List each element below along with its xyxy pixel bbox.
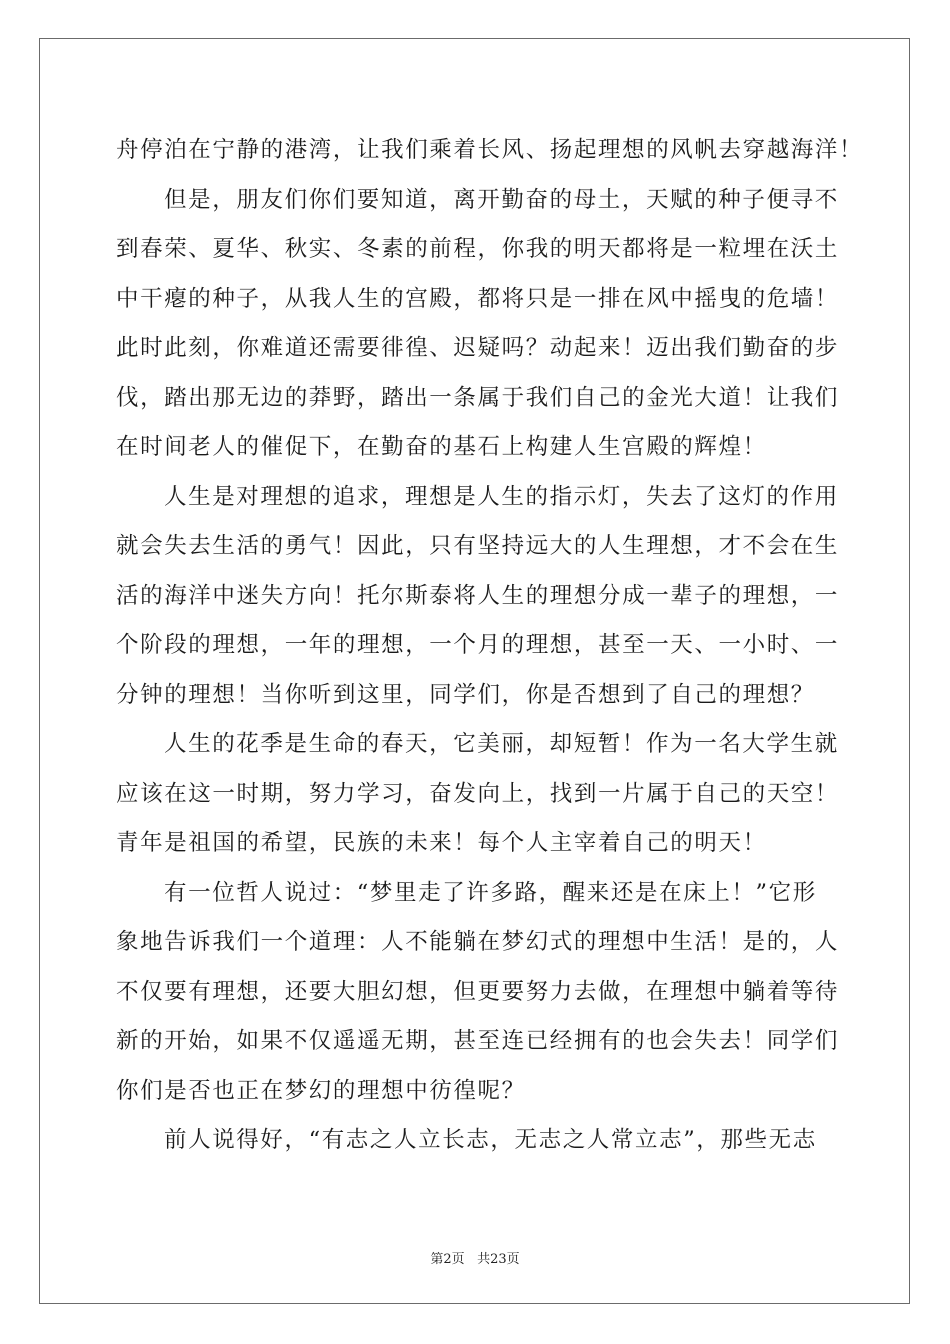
text-line: 在时间老人的催促下，在勤奋的基石上构建人生宫殿的辉煌！ — [116, 434, 767, 460]
text-line: 人生是对理想的追求，理想是人生的指示灯，失去了这灯的作用 — [164, 483, 839, 510]
page-footer — [0, 1248, 950, 1267]
text-line: 人生的花季是生命的春天，它美丽，却短暂！作为一名大学生就 — [164, 731, 839, 757]
text-line: 到春荣、夏华、秋实、冬素的前程，你我的明天都将是一粒埋在沃土 — [116, 236, 840, 262]
text-line: 你们是否也正在梦幻的理想中彷徨呢？ — [116, 1077, 526, 1104]
document-body — [116, 126, 864, 1166]
text-line: 新的开始，如果不仅遥遥无期，甚至连已经拥有的也会失去！同学们 — [116, 1028, 840, 1054]
text-line: 活的海洋中迷失方向！托尔斯泰将人生的理想分成一辈子的理想，一 — [116, 582, 840, 609]
text-line: 应该在这一时期，努力学习，奋发向上，找到一片属于自己的天空！ — [116, 780, 840, 807]
text-line: 象地告诉我们一个道理：人不能躺在梦幻式的理想中生活！是的，人 — [116, 929, 840, 955]
page-number-current: 第2页 — [430, 1252, 465, 1267]
text-line: 舟停泊在宁静的港湾，让我们乘着长风、扬起理想的风帆去穿越海洋！ — [116, 137, 864, 163]
text-line: 但是，朋友们你们要知道，离开勤奋的母土，天赋的种子便寻不 — [164, 186, 839, 213]
page-number-total: 共23页 — [477, 1252, 520, 1267]
text-line: 青年是祖国的希望，民族的未来！每个人主宰着自己的明天！ — [116, 830, 767, 856]
text-line: 中干瘪的种子，从我人生的宫殿，都将只是一排在风中摇曳的危墙！ — [116, 285, 840, 312]
text-line: 就会失去生活的勇气！因此，只有坚持远大的人生理想，才不会在生 — [116, 533, 840, 559]
text-line: 此时此刻，你难道还需要徘徨、迟疑吗？动起来！迈出我们勤奋的步 — [116, 335, 840, 361]
text-line: 分钟的理想！当你听到这里，同学们，你是否想到了自己的理想？ — [116, 681, 815, 708]
text-line: 伐，踏出那无边的莽野，踏出一条属于我们自己的金光大道！让我们 — [116, 384, 840, 411]
text-line: 个阶段的理想，一年的理想，一个月的理想，甚至一天、一小时、一 — [116, 632, 840, 658]
text-line: 前人说得好，“有志之人立长志，无志之人常立志”，那些无志 — [164, 1127, 817, 1153]
text-line: 有一位哲人说过：“梦里走了许多路，醒来还是在床上！”它形 — [164, 879, 817, 906]
text-line: 不仅要有理想，还要大胆幻想，但更要努力去做，在理想中躺着等待 — [116, 978, 840, 1005]
